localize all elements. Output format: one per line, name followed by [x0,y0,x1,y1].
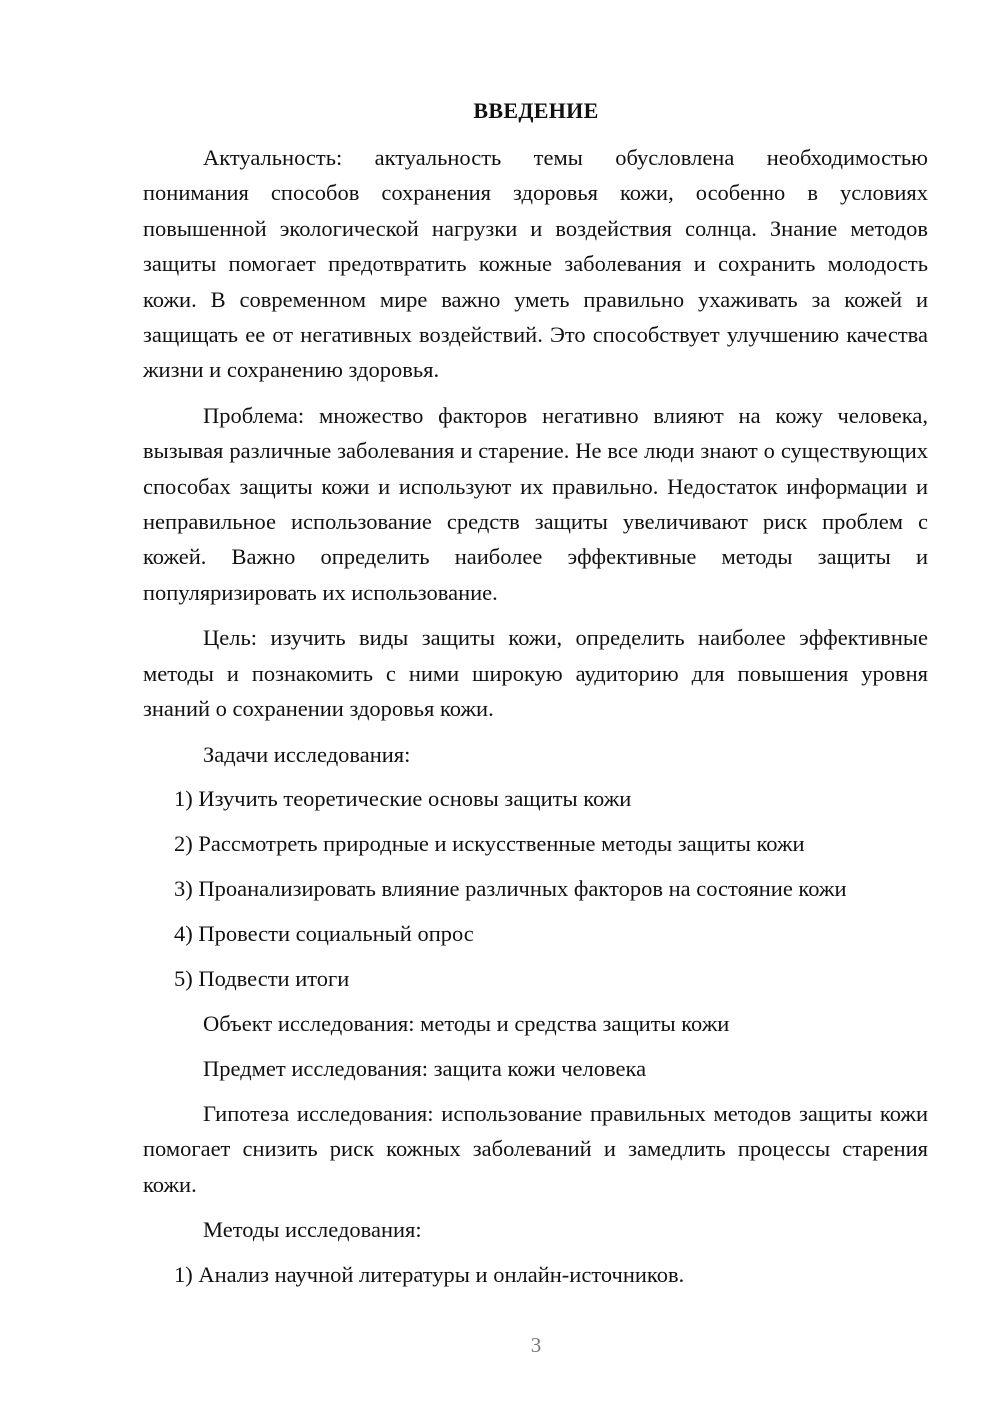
list-item: 1) Изучить теоретические основы защиты кожи [174,786,632,812]
object-paragraph: Объект исследования: методы и средства защиты кожи [203,1010,730,1036]
list-item: 4) Провести социальный опрос [174,921,474,947]
list-item: 3) Проанализировать влияние различных факторов на состояние кожи [174,876,847,902]
tasks-list [143,781,928,996]
hypothesis-paragraph: Гипотеза исследования: использование правильных методов защиты кожи помогает снизить риск кожных заболеваний и замедлить процессы старения кожи. [143,1100,928,1197]
subject-paragraph: Предмет исследования: защита кожи человека [203,1055,647,1081]
problem-paragraph: Проблема: множество факторов негативно влияют на кожу человека, вызывая различные заболевания и старение. Не все люди знают о существующих способах защиты кожи и используют их правильно. Недостаток информации и неправильное использование средств защиты увеличивают риск проблем с кожей. Важно определить наиболее эффективные методы защиты и популяризировать их использование. [143,402,928,605]
list-item: 5) Подвести итоги [174,966,350,992]
goal-paragraph: Цель: изучить виды защиты кожи, определить наиболее эффективные методы и познакомить с ними широкую аудиторию для повышения уровня знаний о сохранении здоровья кожи. [143,625,928,722]
methods-heading: Методы исследования: [203,1216,422,1242]
tasks-heading: Задачи исследования: [203,741,411,767]
page-number: 3 [530,1333,542,1357]
list-item: 1) Анализ научной литературы и онлайн-источников. [174,1261,685,1287]
page-body [143,140,928,1302]
page-title: ВВЕДЕНИЕ [473,98,599,123]
methods-list [143,1257,928,1292]
relevance-paragraph: Актуальность: актуальность темы обусловлена необходимостью понимания способов сохранения здоровья кожи, особенно в условиях повышенной экологической нагрузки и воздействия солнца. Знание методов защиты помогает предотвратить кожные заболевания и сохранить молодость кожи. В современном мире важно уметь правильно ухаживать за кожей и защищать ее от негативных воздействий. Это способствует улучшению качества жизни и сохранению здоровья. [143,145,928,383]
list-item: 2) Рассмотреть природные и искусственные методы защиты кожи [174,831,805,857]
